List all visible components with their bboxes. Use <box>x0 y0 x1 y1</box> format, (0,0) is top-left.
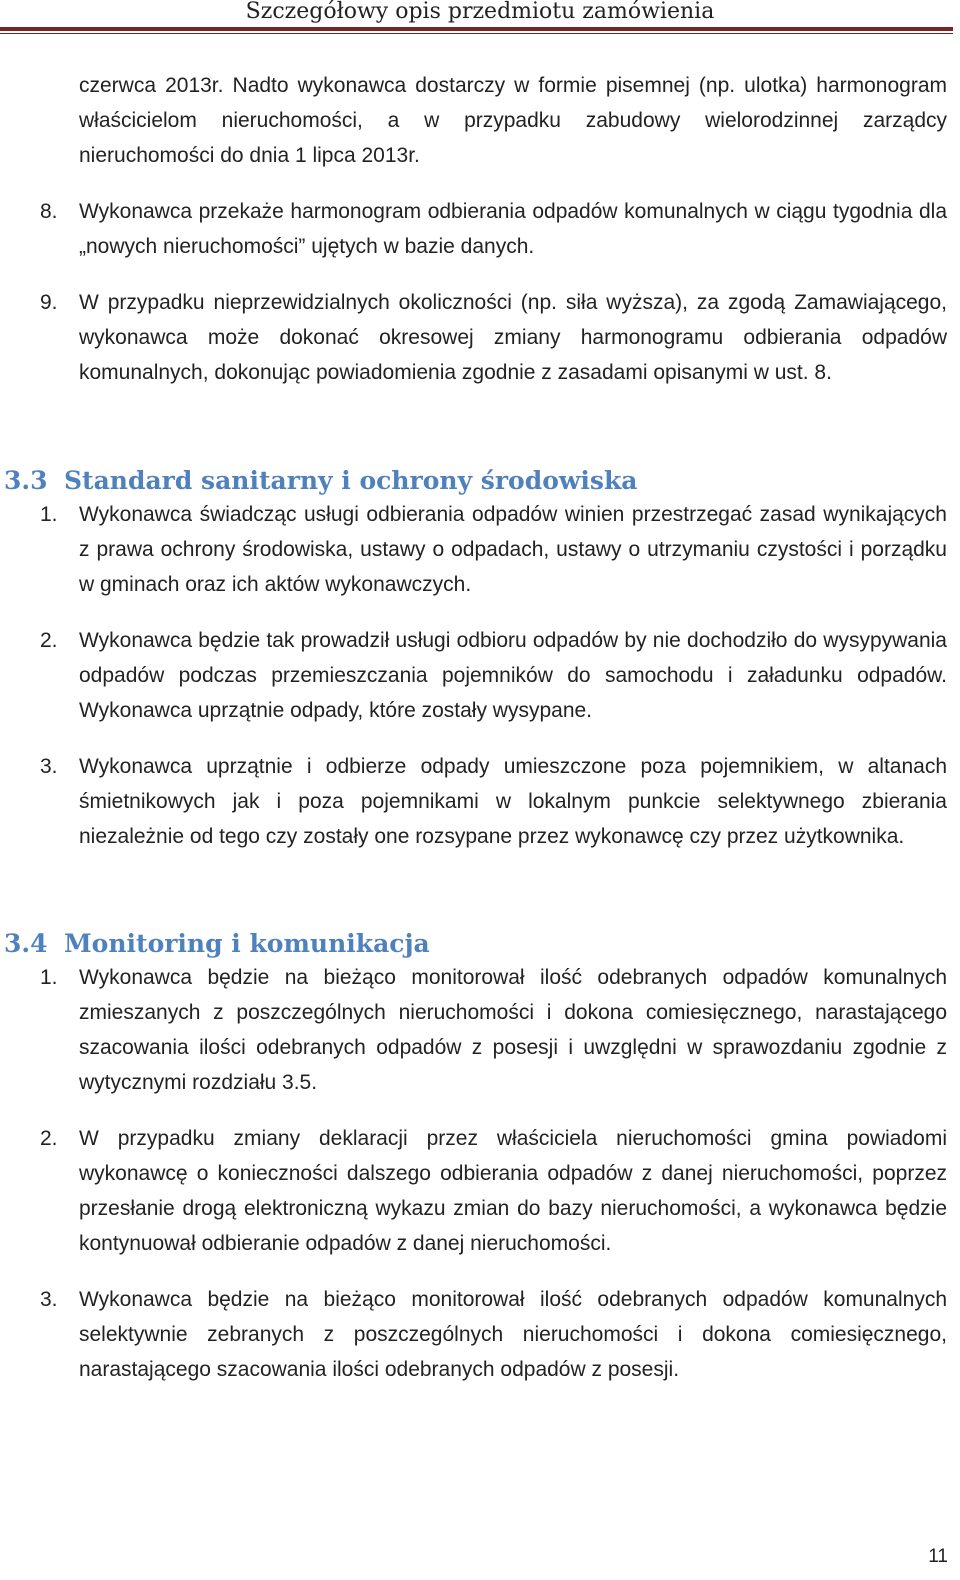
section-number: 3.4 <box>4 929 48 958</box>
list-item <box>0 497 947 602</box>
list-item-text: Wykonawca przekaże harmonogram odbierania odpadów komunalnych w ciągu tygodnia dla „nowych nieruchomości” ujętych w bazie danych. <box>79 200 947 258</box>
header-rule <box>0 27 953 31</box>
section-title: Monitoring i komunikacja <box>64 929 430 958</box>
header-rule-thin <box>0 33 953 34</box>
list-item-number: 2. <box>40 629 58 652</box>
section-heading <box>0 928 960 960</box>
list-item-number: 2. <box>40 1127 58 1150</box>
list-item <box>0 285 947 390</box>
list-item-text: W przypadku nieprzewidzialnych okoliczności (np. siła wyższa), za zgodą Zamawiającego, wykonawca może dokonać okresowej zmiany harmonogramu odbierania odpadów komunalnych, dokonując powiadomienia zgodnie z zasadami opisanymi w ust. 8. <box>79 291 947 384</box>
intro-paragraph: czerwca 2013r. Nadto wykonawca dostarczy w formie pisemnej (np. ulotka) harmonogram właścicielom nieruchomości, a w przypadku zabudowy wielorodzinnej zarządcy nieruchomości do dnia 1 lipca 2013r. <box>79 74 947 167</box>
section-title: Standard sanitarny i ochrony środowiska <box>64 466 638 495</box>
list-item-number: 9. <box>40 291 58 314</box>
list-item-text: Wykonawca świadcząc usługi odbierania odpadów winien przestrzegać zasad wynikających z prawa ochrony środowiska, ustawy o odpadach, ustawy o utrzymaniu czystości i porządku w gminach oraz ich aktów wykonawczych. <box>79 503 947 596</box>
list-item <box>0 749 947 854</box>
list-item-text: Wykonawca będzie tak prowadził usługi odbioru odpadów by nie dochodziło do wysypywania odpadów podczas przemieszczania pojemników do samochodu i załadunku odpadów. Wykonawca uprzątnie odpady, które zostały wysypane. <box>79 629 947 722</box>
page-number: 11 <box>928 1546 948 1567</box>
list-item-number: 8. <box>40 200 58 223</box>
list-item <box>0 960 947 1100</box>
list-item-text: Wykonawca będzie na bieżąco monitorował ilość odebranych odpadów komunalnych zmieszanych z poszczególnych nieruchomości i dokona comiesięcznego, narastającego szacowania ilości odebranych odpadów z posesji i uwzględni w sprawozdaniu zgodnie z wytycznymi rozdziału 3.5. <box>79 966 947 1094</box>
header-title: Szczegółowy opis przedmiotu zamówienia <box>245 0 715 24</box>
list-item-text: Wykonawca uprzątnie i odbierze odpady umieszczone poza pojemnikiem, w altanach śmietnikowych jak i poza pojemnikami w lokalnym punkcie selektywnego zbierania niezależnie od tego czy zostały one rozsypane przez wykonawcę czy przez użytkownika. <box>79 755 947 848</box>
section-number: 3.3 <box>4 466 48 495</box>
list-item-number: 3. <box>40 1288 58 1311</box>
list-item <box>0 1282 947 1387</box>
list-item-number: 3. <box>40 755 58 778</box>
list-item-text: W przypadku zmiany deklaracji przez właściciela nieruchomości gmina powiadomi wykonawcę o konieczności dalszego odbierania odpadów z danej nieruchomości, poprzez przesłanie drogą elektroniczną wykazu zmian do bazy nieruchomości, a wykonawca będzie kontynuował odbieranie odpadów z danej nieruchomości. <box>79 1127 947 1255</box>
list-item <box>0 194 947 264</box>
list-item <box>0 1121 947 1261</box>
page-header <box>0 0 960 36</box>
section-heading <box>0 465 960 497</box>
list-item-number: 1. <box>40 966 58 989</box>
list-item-text: Wykonawca będzie na bieżąco monitorował ilość odebranych odpadów komunalnych selektywnie zebranych z poszczególnych nieruchomości i dokona comiesięcznego, narastającego szacowania ilości odebranych odpadów z posesji. <box>79 1288 947 1381</box>
list-item-number: 1. <box>40 503 58 526</box>
list-item <box>0 623 947 728</box>
document-body <box>0 68 960 1387</box>
